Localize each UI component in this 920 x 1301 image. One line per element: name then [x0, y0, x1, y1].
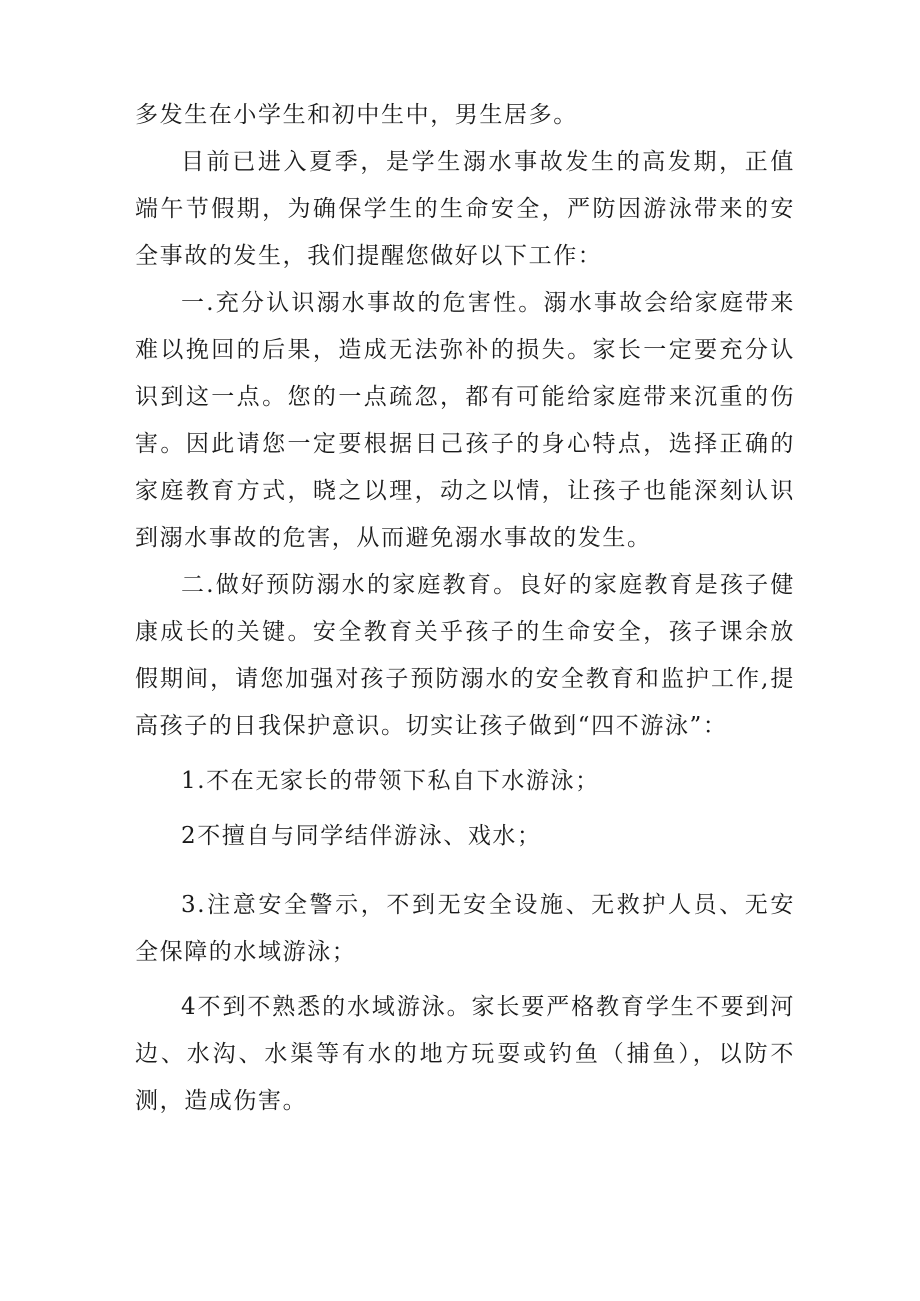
document-body	[135, 92, 795, 1125]
paragraph-continuation: 多发生在小学生和初中生中，男生居多。	[135, 102, 578, 128]
paragraph-intro: 目前已进入夏季，是学生溺水事故发生的高发期，正值端午节假期，为确保学生的生命安全，严防因游泳带来的安全事故的发生，我们提醒您做好以下工作：	[135, 149, 795, 269]
rule-item-3: 3.注意安全警示，不到无安全设施、无救护人员、无安全保障的水域游泳；	[135, 892, 795, 965]
rule-item-2: 2不擅自与同学结伴游泳、戏水；	[181, 823, 542, 849]
paragraph-section-two: 二.做好预防溺水的家庭教育。良好的家庭教育是孩子健康成长的关键。安全教育关乎孩子的生命安全，孩子课余放假期间，请您加强对孩子预防溺水的安全教育和监护工作,提高孩子的日我保护意识。切实让孩子做到“四不游泳”：	[135, 572, 795, 739]
rule-item-4: 4不到不熟悉的水域游泳。家长要严格教育学生不要到河边、水沟、水渠等有水的地方玩耍或钓鱼（捕鱼），以防不测，造成伤害。	[135, 994, 795, 1114]
paragraph-section-one: 一.充分认识溺水事故的危害性。溺水事故会给家庭带来难以挽回的后果，造成无法弥补的损失。家长一定要充分认识到这一点。您的一点疏忽，都有可能给家庭带来沉重的伤害。因此请您一定要根据日己孩子的身心特点，选择正确的家庭教育方式，晓之以理，动之以情，让孩子也能深刻认识到溺水事故的危害，从而避免溺水事故的发生。	[135, 290, 795, 551]
rule-item-1: 1.不在无家长的带领下私自下水游泳；	[181, 768, 600, 794]
